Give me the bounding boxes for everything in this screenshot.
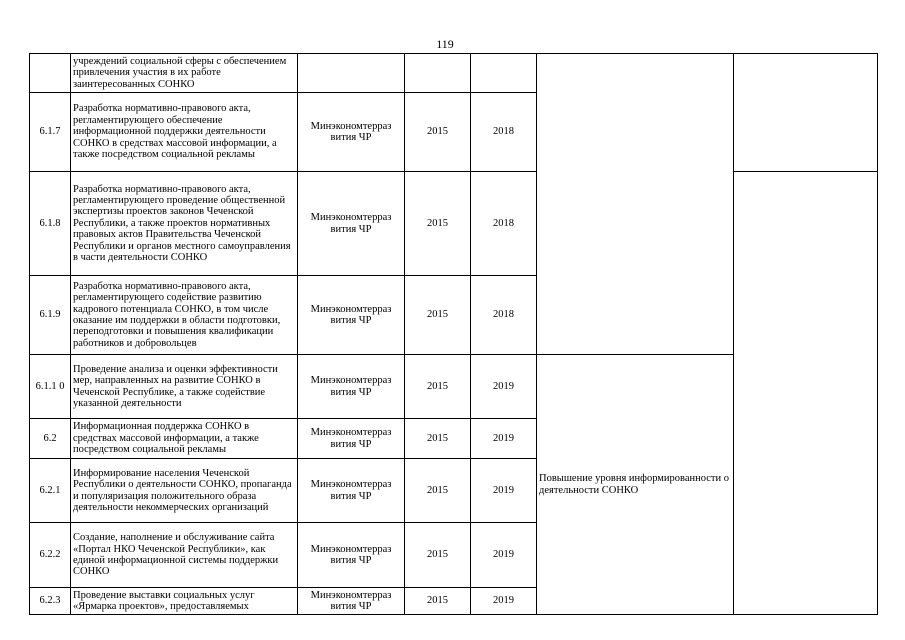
- start-year: 2015: [405, 419, 471, 459]
- measure-description: учреждений социальной сферы с обеспечением привлечения участия в их работе заинтересованных СОНКО: [71, 54, 298, 93]
- row-number: 6.2.2: [30, 523, 71, 588]
- expected-result: Повышение уровня информированности о деятельности СОНКО: [537, 355, 734, 615]
- executor: [298, 54, 405, 93]
- measure-description: Создание, наполнение и обслуживание сайта «Портал НКО Чеченской Республики», как единой информационной системы поддержки СОНКО: [71, 523, 298, 588]
- measure-description: Разработка нормативно-правового акта, регламентирующего содействие развитию кадрового потенциала СОНКО, в том числе оказание им поддержки в области подготовки, переподготовки и повышения квалификации работников и добровольцев: [71, 276, 298, 355]
- measure-description: Информационная поддержка СОНКО в средствах массовой информации, а также посредством социальной рекламы: [71, 419, 298, 459]
- start-year: 2015: [405, 355, 471, 419]
- end-year: 2018: [471, 93, 537, 172]
- executor: Минэкономтерраз вития ЧР: [298, 93, 405, 172]
- executor: Минэкономтерраз вития ЧР: [298, 276, 405, 355]
- end-year: 2019: [471, 588, 537, 615]
- measure-description: Информирование населения Чеченской Республики о деятельности СОНКО, пропаганда и популяризация положительного образа деятельности некоммерческих организаций: [71, 459, 298, 523]
- end-year: [471, 54, 537, 93]
- row-number: 6.2: [30, 419, 71, 459]
- executor: Минэкономтерраз вития ЧР: [298, 355, 405, 419]
- row-number: 6.2.3: [30, 588, 71, 615]
- end-year: 2019: [471, 355, 537, 419]
- start-year: 2015: [405, 276, 471, 355]
- row-number: 6.1.9: [30, 276, 71, 355]
- table-row: [30, 54, 878, 93]
- row-number: 6.1.1 0: [30, 355, 71, 419]
- end-year: 2019: [471, 419, 537, 459]
- measure-description: Проведение анализа и оценки эффективности мер, направленных на развитие СОНКО в Чеченской Республике, а также содействие указанной деятельности: [71, 355, 298, 419]
- row-number: 6.2.1: [30, 459, 71, 523]
- extra-cell-empty: [734, 54, 878, 172]
- end-year: 2018: [471, 276, 537, 355]
- measure-description: Разработка нормативно-правового акта, регламентирующего обеспечение информационной поддержки деятельности СОНКО в средствах массовой информации, а также посредством социальной рекламы: [71, 93, 298, 172]
- row-number: 6.1.7: [30, 93, 71, 172]
- measure-description: Проведение выставки социальных услуг «Ярмарка проектов», предоставляемых: [71, 588, 298, 615]
- extra-cell-empty: [734, 172, 878, 615]
- executor: Минэкономтерраз вития ЧР: [298, 172, 405, 276]
- start-year: 2015: [405, 523, 471, 588]
- start-year: 2015: [405, 459, 471, 523]
- start-year: 2015: [405, 93, 471, 172]
- end-year: 2018: [471, 172, 537, 276]
- page-number: 119: [436, 37, 454, 51]
- row-number: [30, 54, 71, 93]
- start-year: 2015: [405, 588, 471, 615]
- row-number: 6.1.8: [30, 172, 71, 276]
- measures-table: [29, 53, 878, 615]
- start-year: [405, 54, 471, 93]
- end-year: 2019: [471, 459, 537, 523]
- start-year: 2015: [405, 172, 471, 276]
- executor: Минэкономтерраз вития ЧР: [298, 588, 405, 615]
- executor: Минэкономтерраз вития ЧР: [298, 523, 405, 588]
- result-cell-empty: [537, 54, 734, 355]
- end-year: 2019: [471, 523, 537, 588]
- measure-description: Разработка нормативно-правового акта, регламентирующего проведение общественной экспертизы проектов законов Чеченской Республики, а также проектов нормативных правовых актов Правительства Чеченской Республики и органов местного самоуправления в части деятельности СОНКО: [71, 172, 298, 276]
- executor: Минэкономтерраз вития ЧР: [298, 419, 405, 459]
- executor: Минэкономтерраз вития ЧР: [298, 459, 405, 523]
- table-row: [30, 172, 878, 276]
